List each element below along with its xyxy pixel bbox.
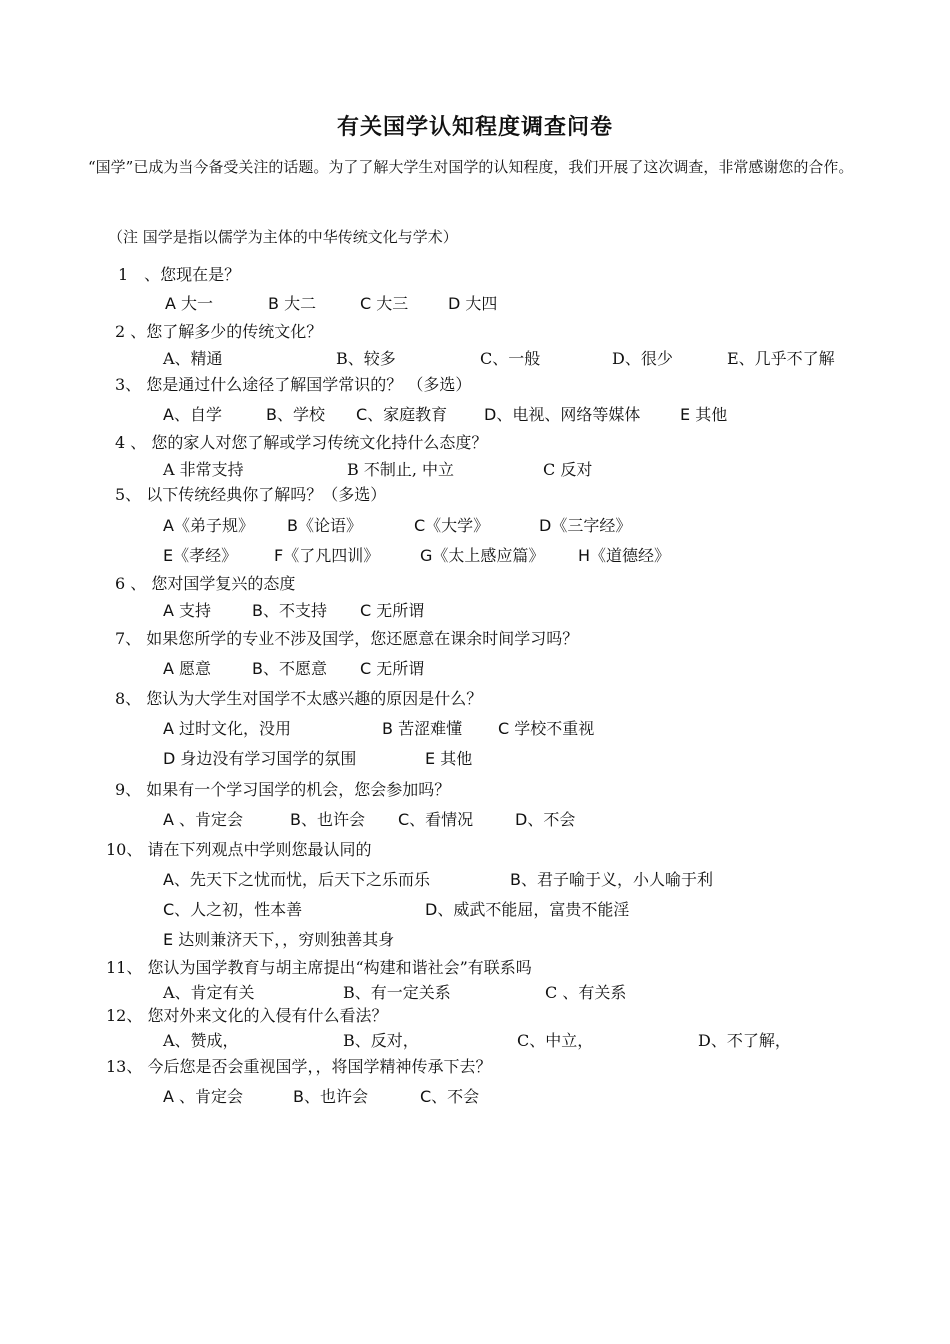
q7-option-a[interactable]: A 愿意 — [163, 659, 212, 678]
question-5: 5、 以下传统经典你了解吗？（多选） — [115, 485, 387, 504]
question-9: 9、 如果有一个学习国学的机会，您会参加吗？ — [115, 780, 451, 799]
q8-option-c[interactable]: C 学校不重视 — [498, 719, 595, 738]
q8-option-b[interactable]: B 苦涩难懂 — [382, 719, 463, 738]
q5-option-a[interactable]: A《弟子规》 — [163, 516, 254, 535]
q2-option-c[interactable]: C、一般 — [480, 349, 541, 368]
q1-option-d[interactable]: D 大四 — [448, 294, 498, 313]
q12-option-c[interactable]: C、中立， — [517, 1031, 594, 1050]
q9-option-d[interactable]: D、不会 — [515, 810, 576, 829]
q10-option-c[interactable]: C、人之初，性本善 — [163, 900, 303, 919]
question-11: 11、 您认为国学教育与胡主席提出“构建和谐社会”有联系吗 — [106, 958, 532, 977]
q5-option-g[interactable]: G《太上感应篇》 — [420, 546, 545, 565]
q6-option-a[interactable]: A 支持 — [163, 601, 212, 620]
question-7: 7、 如果您所学的专业不涉及国学，您还愿意在课余时间学习吗？ — [115, 629, 579, 648]
q10-option-d[interactable]: D、威武不能屈，富贵不能淫 — [425, 900, 630, 919]
q1-option-a[interactable]: A 大一 — [165, 294, 214, 313]
q2-option-d[interactable]: D、很少 — [612, 349, 673, 368]
q9-option-a[interactable]: A 、肯定会 — [163, 810, 244, 829]
q12-option-d[interactable]: D、不了解， — [698, 1031, 791, 1050]
q10-option-a[interactable]: A、先天下之忧而忧，后天下之乐而乐 — [163, 870, 430, 889]
q5-option-e[interactable]: E《孝经》 — [163, 546, 238, 565]
question-1: 1 、您现在是？ — [118, 265, 241, 284]
q2-option-e[interactable]: E、几乎不了解 — [727, 349, 835, 368]
page-title: 有关国学认知程度调查问卷 — [336, 114, 613, 140]
q3-option-a[interactable]: A、自学 — [163, 405, 222, 424]
q10-option-e[interactable]: E 达则兼济天下，，穷则独善其身 — [163, 930, 395, 949]
q11-option-b[interactable]: B、有一定关系 — [343, 983, 451, 1002]
q5-option-c[interactable]: C《大学》 — [414, 516, 490, 535]
q9-option-c[interactable]: C、看情况 — [398, 810, 474, 829]
question-4: 4 、 您的家人对您了解或学习传统文化持什么态度？ — [115, 433, 488, 452]
q2-option-b[interactable]: B、较多 — [336, 349, 396, 368]
q7-option-c[interactable]: C 无所谓 — [360, 659, 425, 678]
q1-option-c[interactable]: C 大三 — [360, 294, 409, 313]
question-2: 2 、您了解多少的传统文化？ — [115, 322, 323, 341]
q8-option-d[interactable]: D 身边没有学习国学的氛围 — [163, 749, 357, 768]
q6-option-b[interactable]: B、不支持 — [252, 601, 327, 620]
q5-option-d[interactable]: D《三字经》 — [539, 516, 632, 535]
q12-option-a[interactable]: A、赞成， — [163, 1031, 239, 1050]
q3-option-b[interactable]: B、学校 — [266, 405, 325, 424]
q5-option-f[interactable]: F《了凡四训》 — [274, 546, 380, 565]
q3-option-c[interactable]: C、家庭教育 — [356, 405, 448, 424]
q8-option-a[interactable]: A 过时文化，没用 — [163, 719, 292, 738]
q2-option-a[interactable]: A、精通 — [163, 349, 223, 368]
q4-option-c[interactable]: C 反对 — [543, 460, 593, 479]
q12-option-b[interactable]: B、反对， — [343, 1031, 419, 1050]
q6-option-c[interactable]: C 无所谓 — [360, 601, 425, 620]
definition-note: （注 国学是指以儒学为主体的中华传统文化与学术） — [108, 228, 458, 246]
q11-option-a[interactable]: A、肯定有关 — [163, 983, 255, 1002]
q7-option-b[interactable]: B、不愿意 — [252, 659, 327, 678]
q13-option-b[interactable]: B、也许会 — [293, 1087, 368, 1106]
question-13: 13、 今后您是否会重视国学，，将国学精神传承下去？ — [106, 1057, 492, 1076]
q13-option-a[interactable]: A 、肯定会 — [163, 1087, 244, 1106]
question-10: 10、 请在下列观点中学则您最认同的 — [106, 840, 372, 859]
question-3: 3、 您是通过什么途径了解国学常识的？ （多选） — [115, 375, 472, 394]
q5-option-h[interactable]: H《道德经》 — [578, 546, 671, 565]
q4-option-a[interactable]: A 非常支持 — [163, 460, 244, 479]
q3-option-e[interactable]: E 其他 — [680, 405, 728, 424]
question-12: 12、 您对外来文化的入侵有什么看法？ — [106, 1006, 388, 1025]
q3-option-d[interactable]: D、电视、网络等媒体 — [484, 405, 641, 424]
intro-paragraph: “国学”已成为当今备受关注的话题。为了了解大学生对国学的认知程度，我们开展了这次调查，非常感谢您的合作。 — [88, 158, 854, 176]
q1-option-b[interactable]: B 大二 — [268, 294, 317, 313]
q8-option-e[interactable]: E 其他 — [425, 749, 473, 768]
q13-option-c[interactable]: C、不会 — [420, 1087, 480, 1106]
question-8: 8、 您认为大学生对国学不太感兴趣的原因是什么？ — [115, 689, 483, 708]
q9-option-b[interactable]: B、也许会 — [290, 810, 365, 829]
q4-option-b[interactable]: B 不制止, 中立 — [347, 460, 455, 479]
q11-option-c[interactable]: C 、有关系 — [545, 983, 627, 1002]
q5-option-b[interactable]: B《论语》 — [287, 516, 362, 535]
q10-option-b[interactable]: B、君子喻于义，小人喻于利 — [510, 870, 713, 889]
question-6: 6 、 您对国学复兴的态度 — [115, 574, 296, 593]
